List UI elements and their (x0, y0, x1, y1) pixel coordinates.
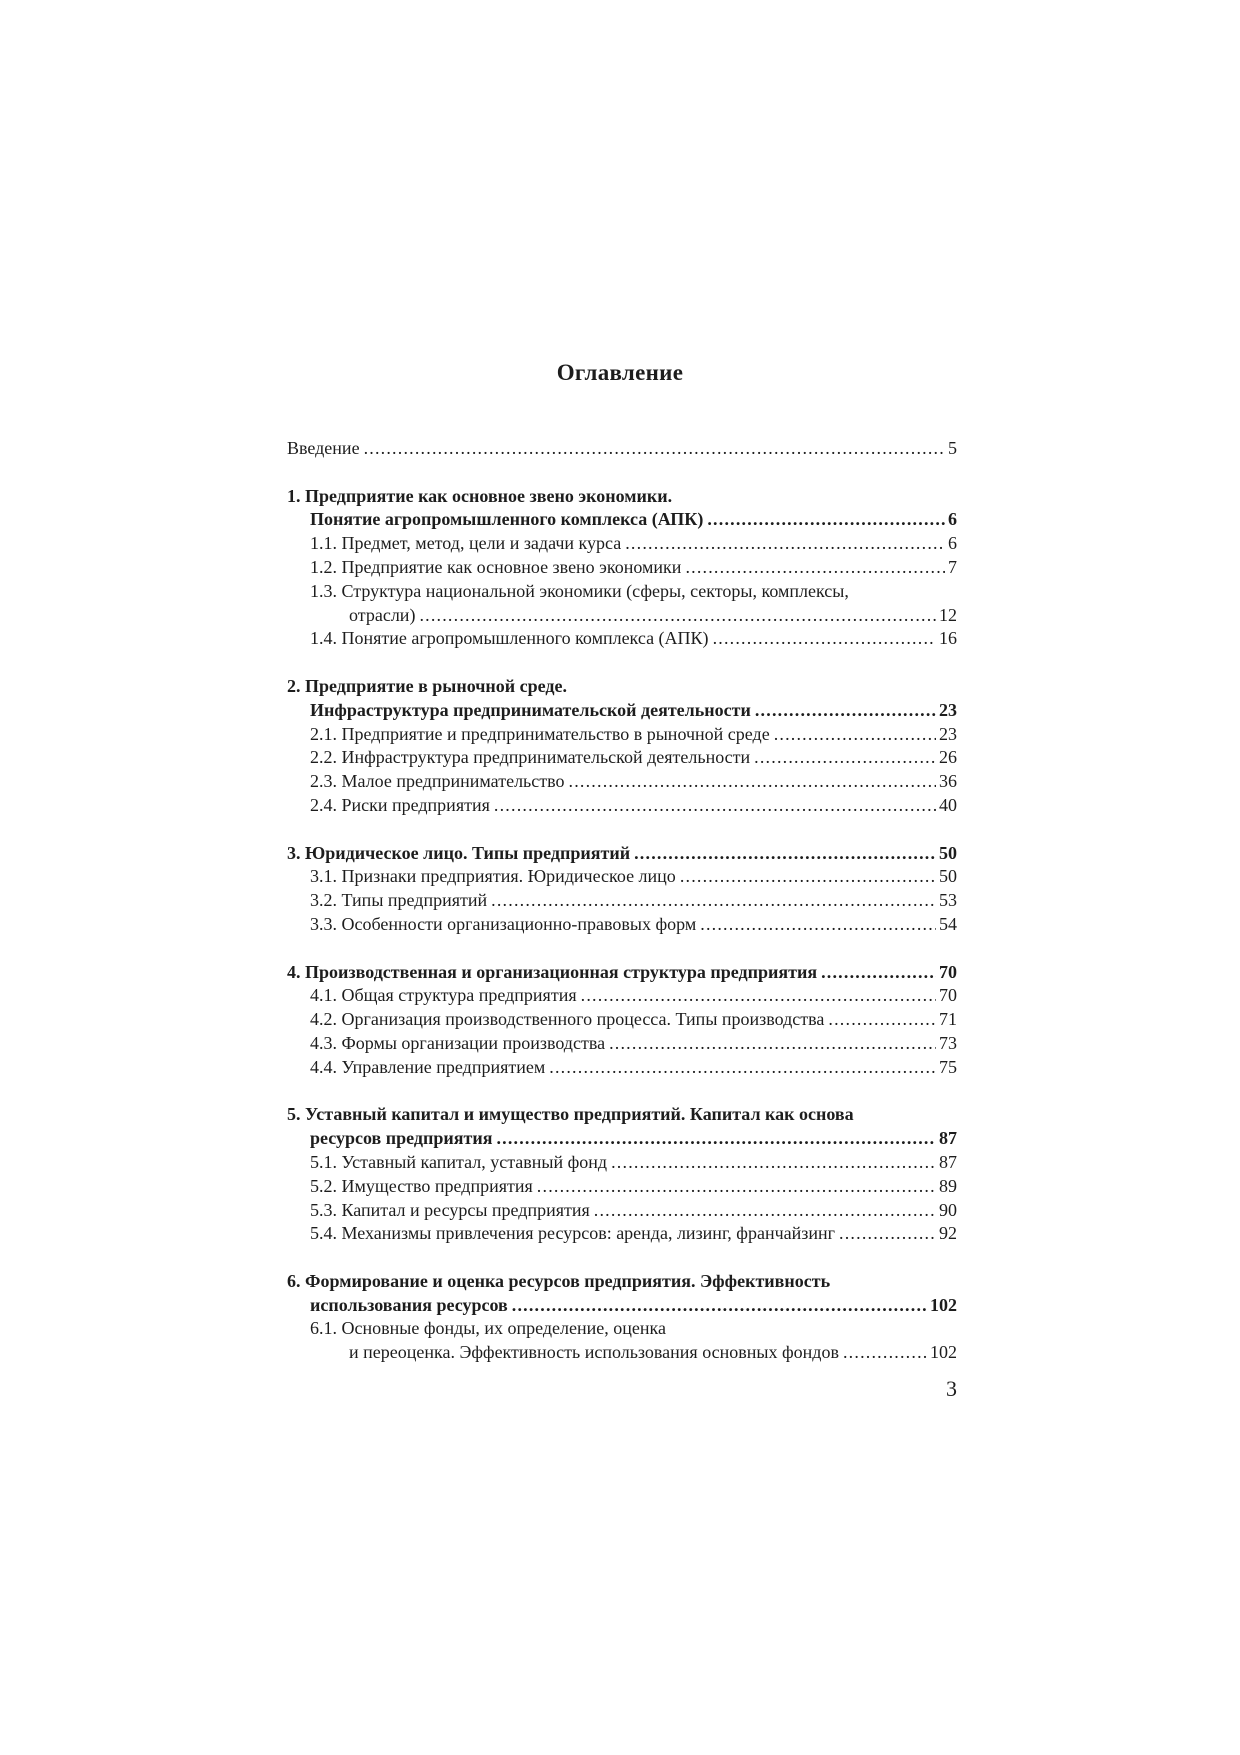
toc-section-2-3 (287, 770, 957, 794)
toc-page-number: 12 (939, 604, 957, 625)
table-of-contents (287, 437, 957, 1365)
dot-leader (839, 1222, 936, 1246)
dot-leader (494, 794, 936, 818)
toc-section-label: 3.2. Типы предприятий (310, 890, 488, 911)
chapter-heading-label: 4. Производственная и организационная структура предприятия (287, 961, 818, 982)
toc-section-3-2 (287, 889, 957, 913)
dot-leader (569, 770, 937, 794)
toc-section-3-3 (287, 913, 957, 937)
dot-leader (609, 1032, 936, 1056)
chapter-entry-6 (287, 1294, 957, 1318)
toc-section-label: 4.1. Общая структура предприятия (310, 985, 577, 1006)
chapter-heading-2: 2. Предприятие в рыночной среде. (287, 675, 567, 696)
dot-leader (755, 699, 936, 723)
dot-leader (549, 1056, 936, 1080)
chapter-entry-4 (287, 961, 957, 985)
dot-leader (713, 627, 936, 651)
dot-leader (707, 508, 945, 532)
toc-section-2-4 (287, 794, 957, 818)
toc-page-number: 90 (939, 1199, 957, 1220)
toc-entry-intro (287, 437, 957, 461)
dot-leader (537, 1175, 936, 1199)
toc-page-number: 54 (939, 913, 957, 934)
toc-page-number: 102 (930, 1342, 957, 1363)
toc-page-number: 89 (939, 1175, 957, 1196)
toc-section-1-1 (287, 532, 957, 556)
chapter-heading-label: 3. Юридическое лицо. Типы предприятий (287, 842, 631, 863)
dot-leader (496, 1127, 936, 1151)
dot-leader (774, 723, 936, 747)
toc-section-2-2 (287, 746, 957, 770)
toc-page-number: 26 (939, 747, 957, 768)
chapter-heading-label: Инфраструктура предпринимательской деятельности (310, 699, 751, 720)
toc-section-label: 5.1. Уставный капитал, уставный фонд (310, 1151, 608, 1172)
toc-section-label: 3.1. Признаки предприятия. Юридическое лицо (310, 866, 676, 887)
dot-leader (419, 604, 936, 628)
dot-leader (364, 437, 945, 461)
page-title: Оглавление (556, 360, 684, 385)
toc-page-number: 70 (939, 961, 957, 982)
chapter-heading-5: 5. Уставный капитал и имущество предприятий. Капитал как основа (287, 1104, 854, 1125)
toc-page-number: 53 (939, 890, 957, 911)
toc-section-label: 2.4. Риски предприятия (310, 794, 490, 815)
toc-section-3-1 (287, 865, 957, 889)
dot-leader (594, 1199, 936, 1223)
chapter-heading-1: 1. Предприятие как основное звено экономики. (287, 485, 673, 506)
dot-leader (634, 842, 936, 866)
dot-leader (754, 746, 936, 770)
toc-page-number: 73 (939, 1032, 957, 1053)
toc-page-number: 87 (939, 1128, 957, 1149)
dot-leader (625, 532, 945, 556)
toc-section-4-1 (287, 984, 957, 1008)
toc-section-label: 1.2. Предприятие как основное звено экономики (310, 556, 682, 577)
toc-page-number: 70 (939, 985, 957, 1006)
toc-section-5-1 (287, 1151, 957, 1175)
toc-page-number: 50 (939, 842, 957, 863)
toc-page-number: 6 (948, 509, 957, 530)
toc-page-number: 40 (939, 794, 957, 815)
toc-section-label: отрасли) (349, 604, 416, 625)
chapter-entry-2 (287, 699, 957, 723)
toc-section-label: и переоценка. Эффективность использования основных фондов (349, 1342, 839, 1363)
chapter-heading-label: ресурсов предприятия (310, 1128, 493, 1149)
toc-entry-label: Введение (287, 438, 360, 458)
toc-section-1-4 (287, 627, 957, 651)
toc-page-number: 102 (930, 1294, 957, 1315)
dot-leader (828, 1008, 936, 1032)
toc-page-number: 71 (939, 1009, 957, 1030)
toc-section-label: 5.3. Капитал и ресурсы предприятия (310, 1199, 590, 1220)
toc-page-number: 5 (948, 438, 957, 458)
toc-page-number: 87 (939, 1151, 957, 1172)
toc-page-number: 6 (948, 533, 957, 554)
dot-leader (680, 865, 936, 889)
toc-section-label: 1.1. Предмет, метод, цели и задачи курса (310, 533, 622, 554)
toc-section-label: 5.2. Имущество предприятия (310, 1175, 533, 1196)
dot-leader (685, 556, 945, 580)
toc-page-number: 7 (948, 556, 957, 577)
toc-section-5-3 (287, 1199, 957, 1223)
toc-page-number: 75 (939, 1056, 957, 1077)
toc-section-1-2 (287, 556, 957, 580)
toc-section-label: 4.2. Организация производственного процесса. Типы производства (310, 1009, 825, 1030)
toc-section-4-2 (287, 1008, 957, 1032)
toc-section-label: 4.4. Управление предприятием (310, 1056, 546, 1077)
toc-section-6-1-line1: 6.1. Основные фонды, их определение, оценка (310, 1318, 666, 1339)
toc-page-number: 92 (939, 1223, 957, 1244)
chapter-entry-3 (287, 842, 957, 866)
toc-section-6-1 (287, 1341, 957, 1365)
toc-section-label: 5.4. Механизмы привлечения ресурсов: аренда, лизинг, франчайзинг (310, 1223, 836, 1244)
chapter-entry-1 (287, 508, 957, 532)
toc-section-5-2 (287, 1175, 957, 1199)
dot-leader (843, 1341, 927, 1365)
toc-section-2-1 (287, 723, 957, 747)
toc-section-label: 1.4. Понятие агропромышленного комплекса (АПК) (310, 628, 709, 649)
dot-leader (581, 984, 936, 1008)
dot-leader (512, 1294, 927, 1318)
chapter-heading-label: Понятие агропромышленного комплекса (АПК) (310, 509, 704, 530)
toc-section-5-4 (287, 1222, 957, 1246)
toc-section-label: 2.2. Инфраструктура предпринимательской деятельности (310, 747, 751, 768)
chapter-heading-label: использования ресурсов (310, 1294, 508, 1315)
toc-section-label: 2.1. Предприятие и предпринимательство в рыночной среде (310, 723, 770, 744)
dot-leader (491, 889, 936, 913)
toc-section-1-3 (287, 604, 957, 628)
toc-section-1-3-line1: 1.3. Структура национальной экономики (сферы, секторы, комплексы, (310, 580, 849, 601)
toc-page-number: 23 (939, 723, 957, 744)
dot-leader (821, 961, 936, 985)
toc-page-number: 16 (939, 628, 957, 649)
page-number: 3 (946, 1376, 957, 1401)
toc-page-number: 50 (939, 866, 957, 887)
dot-leader (611, 1151, 936, 1175)
toc-section-4-4 (287, 1056, 957, 1080)
chapter-heading-6: 6. Формирование и оценка ресурсов предприятия. Эффективность (287, 1270, 831, 1291)
toc-page-number: 36 (939, 771, 957, 792)
toc-section-4-3 (287, 1032, 957, 1056)
toc-section-label: 4.3. Формы организации производства (310, 1032, 606, 1053)
dot-leader (700, 913, 936, 937)
toc-section-label: 3.3. Особенности организационно-правовых форм (310, 913, 697, 934)
toc-page-number: 23 (939, 699, 957, 720)
toc-section-label: 2.3. Малое предпринимательство (310, 771, 565, 792)
chapter-entry-5 (287, 1127, 957, 1151)
